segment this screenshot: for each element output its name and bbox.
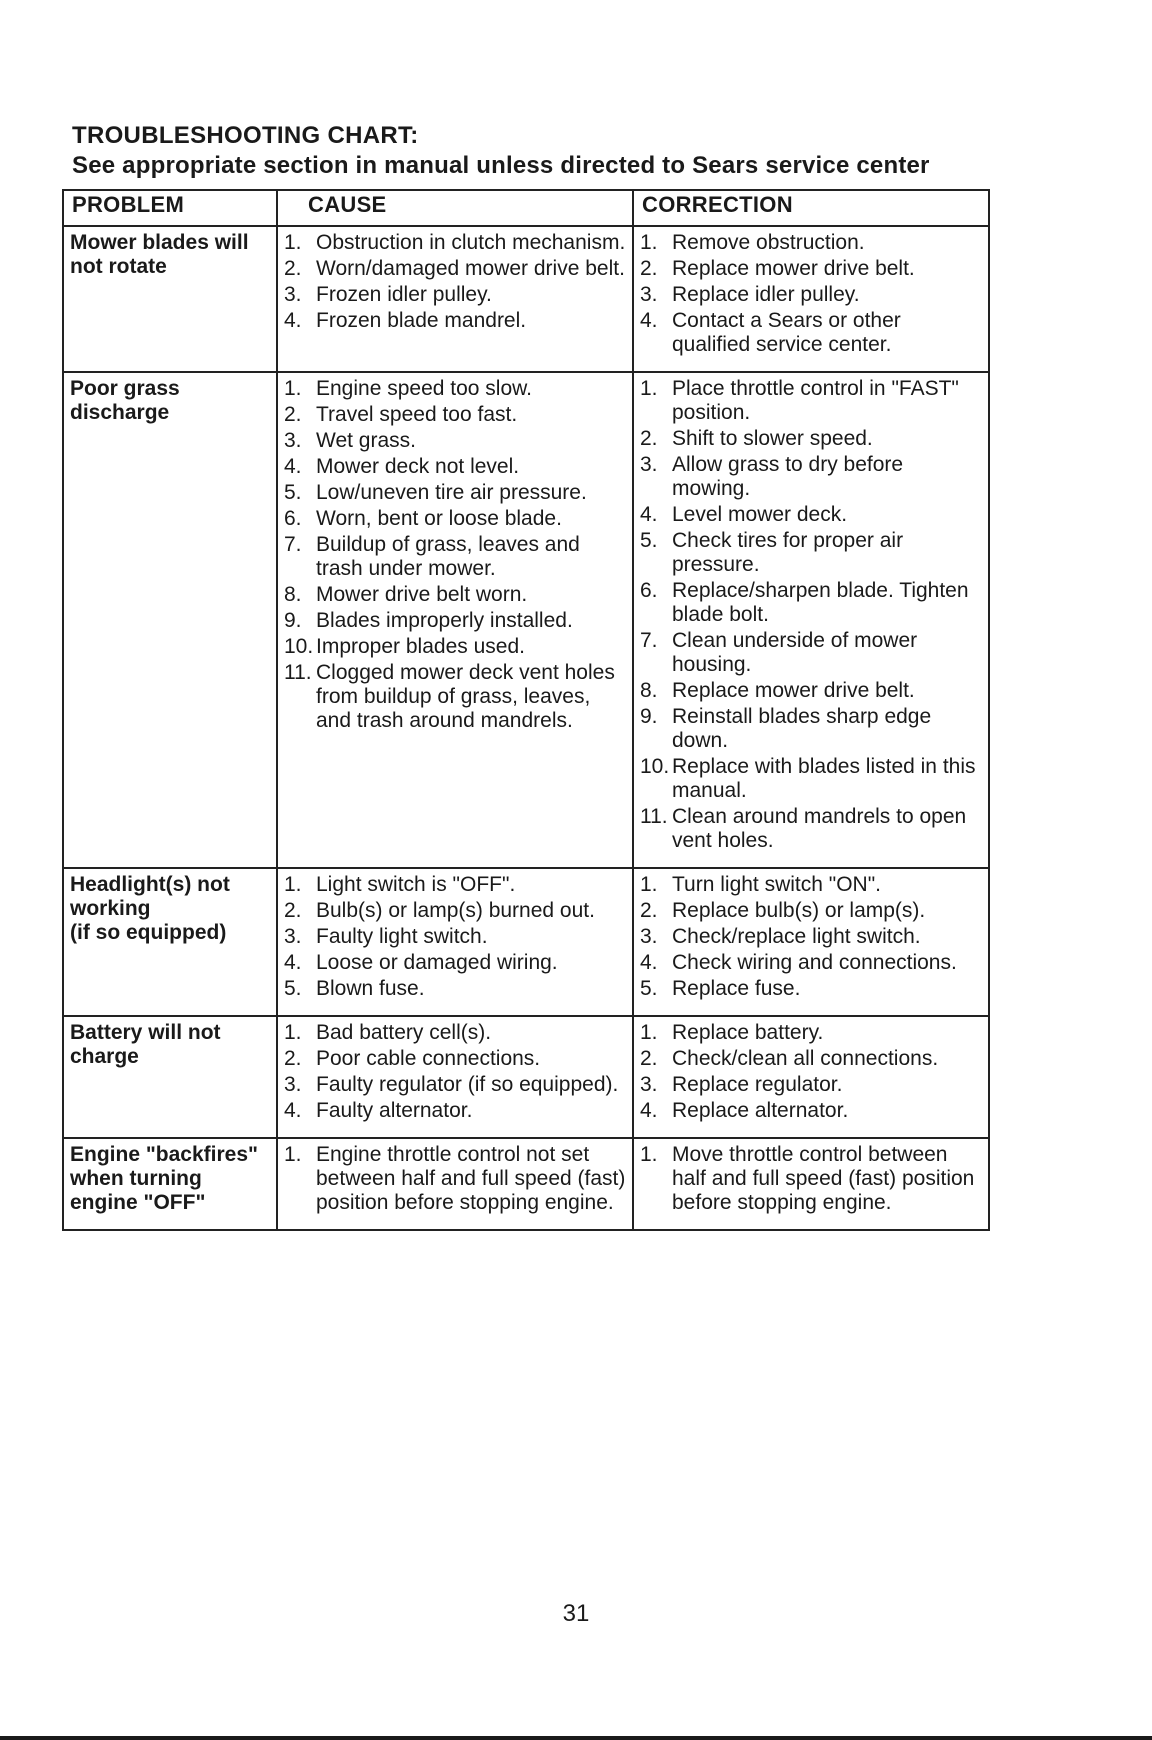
page-number: 31 — [562, 1600, 590, 1627]
cause-number: 2. — [284, 257, 302, 280]
cause-number: 4. — [284, 455, 302, 478]
correction-text: Allow grass to dry before mowing. — [672, 453, 904, 500]
cause-number: 8. — [284, 583, 302, 606]
cause-list — [284, 231, 626, 333]
cause-text: Blades improperly installed. — [316, 609, 573, 632]
troubleshooting-table — [62, 189, 990, 1231]
problem-text: when turning — [70, 1167, 202, 1190]
correction-text: Remove obstruction. — [672, 231, 865, 254]
cause-item — [284, 1021, 626, 1045]
chart-subheading: See appropriate section in manual unless directed to Sears service center — [72, 152, 930, 179]
cause-number: 9. — [284, 609, 302, 632]
correction-item — [640, 1021, 982, 1045]
cause-number: 2. — [284, 899, 302, 922]
cause-text: Frozen blade mandrel. — [316, 309, 527, 332]
cause-number: 3. — [284, 283, 302, 306]
cause-item — [284, 925, 626, 949]
cause-number: 5. — [284, 481, 302, 504]
correction-number: 9. — [640, 705, 658, 728]
correction-item — [640, 951, 982, 975]
cause-number: 5. — [284, 977, 302, 1000]
cause-text: Frozen idler pulley. — [316, 283, 492, 306]
cause-number: 4. — [284, 951, 302, 974]
correction-text: Replace bulb(s) or lamp(s). — [672, 899, 926, 922]
problem-text: Mower blades will — [70, 231, 249, 254]
correction-number: 2. — [640, 257, 658, 280]
cause-cell — [277, 1138, 633, 1230]
cause-list — [284, 377, 626, 733]
column-header-correction: CORRECTION — [633, 190, 989, 226]
cause-text: Bulb(s) or lamp(s) burned out. — [316, 899, 595, 922]
correction-text: Replace mower drive belt. — [672, 257, 915, 280]
correction-item — [640, 231, 982, 255]
correction-number: 3. — [640, 283, 658, 306]
cause-item — [284, 377, 626, 401]
cause-item — [284, 257, 626, 281]
cause-number: 1. — [284, 1021, 302, 1044]
correction-item — [640, 529, 982, 577]
table-header-row — [63, 190, 989, 226]
correction-number: 4. — [640, 1099, 658, 1122]
correction-text: Check/clean all connections. — [672, 1047, 939, 1070]
cause-text: Low/uneven tire air pressure. — [316, 481, 587, 504]
cause-item — [284, 635, 626, 659]
correction-item — [640, 503, 982, 527]
correction-text: Replace regulator. — [672, 1073, 843, 1096]
cause-item — [284, 583, 626, 607]
correction-list — [640, 873, 982, 1001]
bottom-edge-rule — [0, 1736, 1152, 1740]
correction-cell — [633, 226, 989, 372]
table-row — [63, 372, 989, 868]
correction-text: Replace mower drive belt. — [672, 679, 915, 702]
correction-item — [640, 629, 982, 677]
correction-list — [640, 1021, 982, 1123]
cause-text: Engine throttle control not set between half and full speed (fast) position before stopping engine. — [316, 1143, 626, 1214]
table-row — [63, 226, 989, 372]
correction-cell — [633, 372, 989, 868]
correction-cell — [633, 868, 989, 1016]
correction-list — [640, 1143, 982, 1215]
problem-text: working — [70, 897, 151, 920]
cause-item — [284, 1073, 626, 1097]
cause-item — [284, 977, 626, 1001]
correction-number: 5. — [640, 529, 658, 552]
correction-text: Replace fuse. — [672, 977, 801, 1000]
cause-item — [284, 899, 626, 923]
cause-text: Faulty light switch. — [316, 925, 488, 948]
cause-text: Clogged mower deck vent holes from buildup of grass, leaves, and trash around mandrels. — [316, 661, 615, 732]
cause-number: 4. — [284, 309, 302, 332]
cause-item — [284, 507, 626, 531]
correction-number: 2. — [640, 1047, 658, 1070]
cause-number: 1. — [284, 1143, 302, 1166]
cause-text: Worn, bent or loose blade. — [316, 507, 562, 530]
cause-number: 1. — [284, 377, 302, 400]
cause-item — [284, 1099, 626, 1123]
correction-text: Replace battery. — [672, 1021, 824, 1044]
correction-number: 5. — [640, 977, 658, 1000]
correction-number: 4. — [640, 309, 658, 332]
correction-item — [640, 755, 982, 803]
problem-cell — [63, 1138, 277, 1230]
correction-text: Replace/sharpen blade. Tighten blade bolt. — [672, 579, 969, 626]
cause-text: Wet grass. — [316, 429, 416, 452]
cause-text: Obstruction in clutch mechanism. — [316, 231, 626, 254]
correction-item — [640, 925, 982, 949]
correction-text: Replace idler pulley. — [672, 283, 860, 306]
correction-item — [640, 377, 982, 425]
problem-text: Poor grass — [70, 377, 180, 400]
correction-number: 4. — [640, 503, 658, 526]
correction-number: 6. — [640, 579, 658, 602]
table-row — [63, 868, 989, 1016]
problem-text: charge — [70, 1045, 139, 1068]
correction-text: Replace with blades listed in this manual. — [672, 755, 976, 802]
cause-item — [284, 429, 626, 453]
cause-item — [284, 231, 626, 255]
correction-number: 1. — [640, 231, 658, 254]
chart-heading: TROUBLESHOOTING CHART: — [72, 122, 419, 149]
correction-item — [640, 679, 982, 703]
correction-text: Level mower deck. — [672, 503, 848, 526]
cause-number: 7. — [284, 533, 302, 556]
cause-text: Blown fuse. — [316, 977, 425, 1000]
cause-text: Buildup of grass, leaves and trash under mower. — [316, 533, 580, 580]
cause-number: 3. — [284, 429, 302, 452]
correction-item — [640, 579, 982, 627]
cause-text: Mower deck not level. — [316, 455, 520, 478]
cause-item — [284, 609, 626, 633]
cause-text: Mower drive belt worn. — [316, 583, 528, 606]
cause-item — [284, 873, 626, 897]
correction-text: Replace alternator. — [672, 1099, 849, 1122]
correction-number: 3. — [640, 925, 658, 948]
correction-number: 1. — [640, 377, 658, 400]
table-row — [63, 1016, 989, 1138]
problem-text: Engine "backfires" — [70, 1143, 258, 1166]
problem-text: Battery will not — [70, 1021, 221, 1044]
correction-text: Move throttle control between half and full speed (fast) position before stopping engine. — [672, 1143, 975, 1214]
cause-number: 3. — [284, 1073, 302, 1096]
correction-number: 2. — [640, 899, 658, 922]
correction-item — [640, 705, 982, 753]
problem-cell — [63, 372, 277, 868]
cause-item — [284, 283, 626, 307]
problem-text: discharge — [70, 401, 170, 424]
cause-number: 1. — [284, 873, 302, 896]
correction-item — [640, 283, 982, 307]
cause-number: 4. — [284, 1099, 302, 1122]
cause-number: 2. — [284, 1047, 302, 1070]
correction-text: Check tires for proper air pressure. — [672, 529, 904, 576]
cause-list — [284, 873, 626, 1001]
cause-item — [284, 1047, 626, 1071]
correction-text: Reinstall blades sharp edge down. — [672, 705, 932, 752]
correction-item — [640, 805, 982, 853]
cause-item — [284, 309, 626, 333]
correction-number: 2. — [640, 427, 658, 450]
correction-number: 8. — [640, 679, 658, 702]
correction-item — [640, 977, 982, 1001]
correction-list — [640, 231, 982, 357]
correction-item — [640, 873, 982, 897]
cause-number: 3. — [284, 925, 302, 948]
correction-item — [640, 453, 982, 501]
cause-text: Faulty regulator (if so equipped). — [316, 1073, 619, 1096]
correction-text: Clean underside of mower housing. — [672, 629, 918, 676]
correction-text: Clean around mandrels to open vent holes. — [672, 805, 967, 852]
correction-text: Contact a Sears or other qualified service center. — [672, 309, 901, 356]
cause-number: 6. — [284, 507, 302, 530]
problem-text: engine "OFF" — [70, 1191, 206, 1214]
cause-cell — [277, 1016, 633, 1138]
correction-text: Place throttle control in "FAST" position. — [672, 377, 959, 424]
column-header-cause: CAUSE — [277, 190, 633, 226]
correction-item — [640, 257, 982, 281]
cause-item — [284, 951, 626, 975]
table-body — [63, 226, 989, 1230]
correction-list — [640, 377, 982, 853]
problem-cell — [63, 226, 277, 372]
cause-text: Worn/damaged mower drive belt. — [316, 257, 625, 280]
correction-text: Turn light switch "ON". — [672, 873, 882, 896]
cause-text: Bad battery cell(s). — [316, 1021, 492, 1044]
cause-cell — [277, 226, 633, 372]
correction-number: 1. — [640, 873, 658, 896]
correction-item — [640, 427, 982, 451]
correction-number: 11. — [640, 805, 668, 828]
cause-number: 2. — [284, 403, 302, 426]
correction-number: 3. — [640, 453, 658, 476]
problem-text: Headlight(s) not — [70, 873, 230, 896]
cause-text: Travel speed too fast. — [316, 403, 518, 426]
correction-number: 10. — [640, 755, 670, 778]
correction-cell — [633, 1016, 989, 1138]
correction-item — [640, 309, 982, 357]
cause-item — [284, 455, 626, 479]
cause-item — [284, 533, 626, 581]
correction-item — [640, 899, 982, 923]
cause-cell — [277, 868, 633, 1016]
correction-item — [640, 1047, 982, 1071]
correction-text: Check/replace light switch. — [672, 925, 921, 948]
correction-number: 4. — [640, 951, 658, 974]
cause-number: 1. — [284, 231, 302, 254]
cause-text: Engine speed too slow. — [316, 377, 532, 400]
correction-number: 3. — [640, 1073, 658, 1096]
problem-text: (if so equipped) — [70, 921, 227, 944]
cause-text: Improper blades used. — [316, 635, 525, 658]
cause-item — [284, 1143, 626, 1215]
correction-text: Check wiring and connections. — [672, 951, 957, 974]
column-header-problem: PROBLEM — [63, 190, 277, 226]
correction-number: 1. — [640, 1021, 658, 1044]
cause-cell — [277, 372, 633, 868]
cause-item — [284, 481, 626, 505]
correction-number: 1. — [640, 1143, 658, 1166]
cause-item — [284, 661, 626, 733]
correction-item — [640, 1073, 982, 1097]
cause-number: 11. — [284, 661, 312, 684]
table-row — [63, 1138, 989, 1230]
cause-text: Faulty alternator. — [316, 1099, 473, 1122]
cause-list — [284, 1021, 626, 1123]
cause-number: 10. — [284, 635, 314, 658]
cause-text: Light switch is "OFF". — [316, 873, 516, 896]
correction-number: 7. — [640, 629, 658, 652]
cause-list — [284, 1143, 626, 1215]
correction-text: Shift to slower speed. — [672, 427, 873, 450]
correction-item — [640, 1143, 982, 1215]
cause-item — [284, 403, 626, 427]
correction-item — [640, 1099, 982, 1123]
cause-text: Loose or damaged wiring. — [316, 951, 558, 974]
correction-cell — [633, 1138, 989, 1230]
problem-cell — [63, 868, 277, 1016]
problem-text: not rotate — [70, 255, 167, 278]
problem-cell — [63, 1016, 277, 1138]
cause-text: Poor cable connections. — [316, 1047, 541, 1070]
